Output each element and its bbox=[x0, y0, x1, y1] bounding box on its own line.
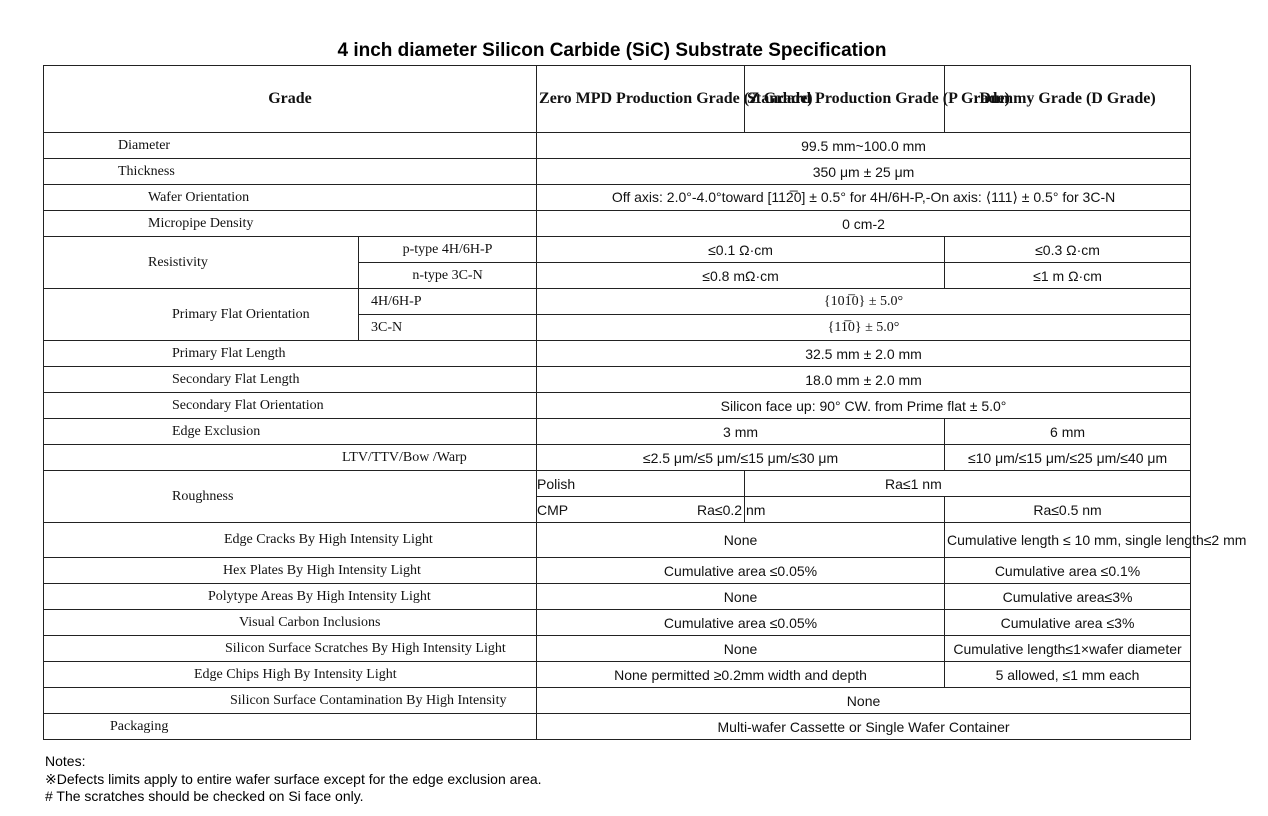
z-grade-header: Zero MPD Production Grade (Z Grade) bbox=[537, 66, 745, 133]
row-value: 0 cm-2 bbox=[537, 211, 1191, 237]
row-label: Thickness bbox=[44, 159, 537, 185]
row-value: 350 μm ± 25 μm bbox=[537, 159, 1191, 185]
row-value: None bbox=[537, 523, 945, 558]
p-grade-header: Standard Production Grade (P Grade) bbox=[745, 66, 945, 133]
row-value: Cumulative length≤1×wafer diameter bbox=[945, 636, 1191, 662]
table-row bbox=[44, 688, 1191, 714]
table-row bbox=[44, 523, 1191, 558]
page-title: 4 inch diameter Silicon Carbide (SiC) Substrate Specification bbox=[337, 40, 887, 61]
sub-label: 3C-N bbox=[359, 315, 537, 341]
row-value: ≤0.1 Ω·cm bbox=[537, 237, 945, 263]
table-row bbox=[44, 341, 1191, 367]
row-value: 18.0 mm ± 2.0 mm bbox=[537, 367, 1191, 393]
row-value: Cumulative area ≤3% bbox=[945, 610, 1191, 636]
row-value: 3 mm bbox=[537, 419, 945, 445]
table-row bbox=[44, 419, 1191, 445]
row-value: Silicon face up: 90° CW. from Prime flat ± 5.0° bbox=[537, 393, 1191, 419]
cmp-zp-value: Ra≤0.2 nm bbox=[697, 501, 766, 518]
row-label: Silicon Surface Scratches By High Intensity Light bbox=[44, 636, 537, 662]
row-label: Secondary Flat Orientation bbox=[44, 393, 537, 419]
row-label: Edge Chips High By Intensity Light bbox=[44, 662, 537, 688]
row-value: ≤1 m Ω·cm bbox=[945, 263, 1191, 289]
notes-section bbox=[45, 751, 945, 805]
row-label: Hex Plates By High Intensity Light bbox=[44, 558, 537, 584]
row-label: Micropipe Density bbox=[44, 211, 537, 237]
table-row bbox=[44, 133, 1191, 159]
row-value: None permitted ≥0.2mm width and depth bbox=[537, 662, 945, 688]
table-row bbox=[44, 558, 1191, 584]
row-label: Primary Flat Length bbox=[44, 341, 537, 367]
row-label: Roughness bbox=[44, 471, 537, 523]
row-value: 99.5 mm~100.0 mm bbox=[537, 133, 1191, 159]
sub-label: p-type 4H/6H-P bbox=[359, 237, 537, 263]
row-value: Cumulative area ≤0.1% bbox=[945, 558, 1191, 584]
row-label: Packaging bbox=[44, 714, 537, 740]
row-label: Wafer Orientation bbox=[44, 185, 537, 211]
sub-label: 4H/6H-P bbox=[359, 289, 537, 315]
row-value: {11̅0} ± 5.0° bbox=[537, 315, 1191, 341]
row-label: Silicon Surface Contamination By High Intensity bbox=[44, 688, 537, 714]
note-scratches: # The scratches should be checked on Si face only. bbox=[45, 788, 364, 804]
table-row bbox=[44, 714, 1191, 740]
row-label: Edge Cracks By High Intensity Light bbox=[44, 523, 537, 558]
row-label: LTV/TTV/Bow /Warp bbox=[44, 445, 537, 471]
table-row bbox=[44, 185, 1191, 211]
row-label: Primary Flat Orientation bbox=[44, 289, 359, 341]
sub-label bbox=[537, 497, 766, 523]
table-header-row bbox=[44, 66, 1191, 133]
table-row bbox=[44, 393, 1191, 419]
row-value: ≤10 μm/≤15 μm/≤25 μm/≤40 μm bbox=[945, 445, 1191, 471]
notes-heading: Notes: bbox=[45, 753, 86, 769]
table-row bbox=[44, 471, 1191, 497]
row-value: 5 allowed, ≤1 mm each bbox=[945, 662, 1191, 688]
cmp-label: CMP bbox=[537, 501, 569, 518]
row-value: {101̅0} ± 5.0° bbox=[537, 289, 1191, 315]
row-value: Cumulative area ≤0.05% bbox=[537, 610, 945, 636]
row-value: Cumulative area≤3% bbox=[945, 584, 1191, 610]
table-row bbox=[44, 159, 1191, 185]
row-value: None bbox=[537, 636, 945, 662]
row-label: Edge Exclusion bbox=[44, 419, 537, 445]
row-value: None bbox=[537, 688, 1191, 714]
row-value: ≤0.3 Ω·cm bbox=[945, 237, 1191, 263]
row-value: Ra≤1 nm bbox=[745, 471, 1191, 497]
table-row bbox=[44, 445, 1191, 471]
row-value: Multi-wafer Cassette or Single Wafer Container bbox=[537, 714, 1191, 740]
row-value: Off axis: 2.0°-4.0°toward [112̅0] ± 0.5° for 4H/6H-P,-On axis: ⟨111⟩ ± 0.5° for 3C-N bbox=[537, 185, 1191, 211]
row-value: Cumulative area ≤0.05% bbox=[537, 558, 945, 584]
sub-label: Polish bbox=[537, 471, 745, 497]
row-value: None bbox=[537, 584, 945, 610]
sub-label: n-type 3C-N bbox=[359, 263, 537, 289]
table-row bbox=[44, 636, 1191, 662]
d-grade-header: Dummy Grade (D Grade) bbox=[945, 66, 1191, 133]
table-row bbox=[44, 289, 1191, 315]
row-value: ≤2.5 μm/≤5 μm/≤15 μm/≤30 μm bbox=[537, 445, 945, 471]
row-label: Polytype Areas By High Intensity Light bbox=[44, 584, 537, 610]
grade-header: Grade bbox=[44, 66, 537, 133]
spacer-cell bbox=[745, 497, 945, 523]
spec-table bbox=[43, 65, 1247, 740]
row-label: Resistivity bbox=[44, 237, 359, 289]
table-row bbox=[44, 584, 1191, 610]
row-value: Cumulative length ≤ 10 mm, single length≤2 mm bbox=[945, 523, 1191, 558]
table-row bbox=[44, 367, 1191, 393]
table-row bbox=[44, 610, 1191, 636]
table-row bbox=[44, 662, 1191, 688]
row-label: Diameter bbox=[44, 133, 537, 159]
row-value: 32.5 mm ± 2.0 mm bbox=[537, 341, 1191, 367]
table-row bbox=[44, 237, 1191, 263]
row-label: Visual Carbon Inclusions bbox=[44, 610, 537, 636]
row-label: Secondary Flat Length bbox=[44, 367, 537, 393]
table-row bbox=[44, 211, 1191, 237]
row-value: 6 mm bbox=[945, 419, 1191, 445]
row-value: Ra≤0.5 nm bbox=[945, 497, 1191, 523]
note-defects: ※Defects limits apply to entire wafer surface except for the edge exclusion area. bbox=[45, 771, 542, 787]
row-value: ≤0.8 mΩ·cm bbox=[537, 263, 945, 289]
